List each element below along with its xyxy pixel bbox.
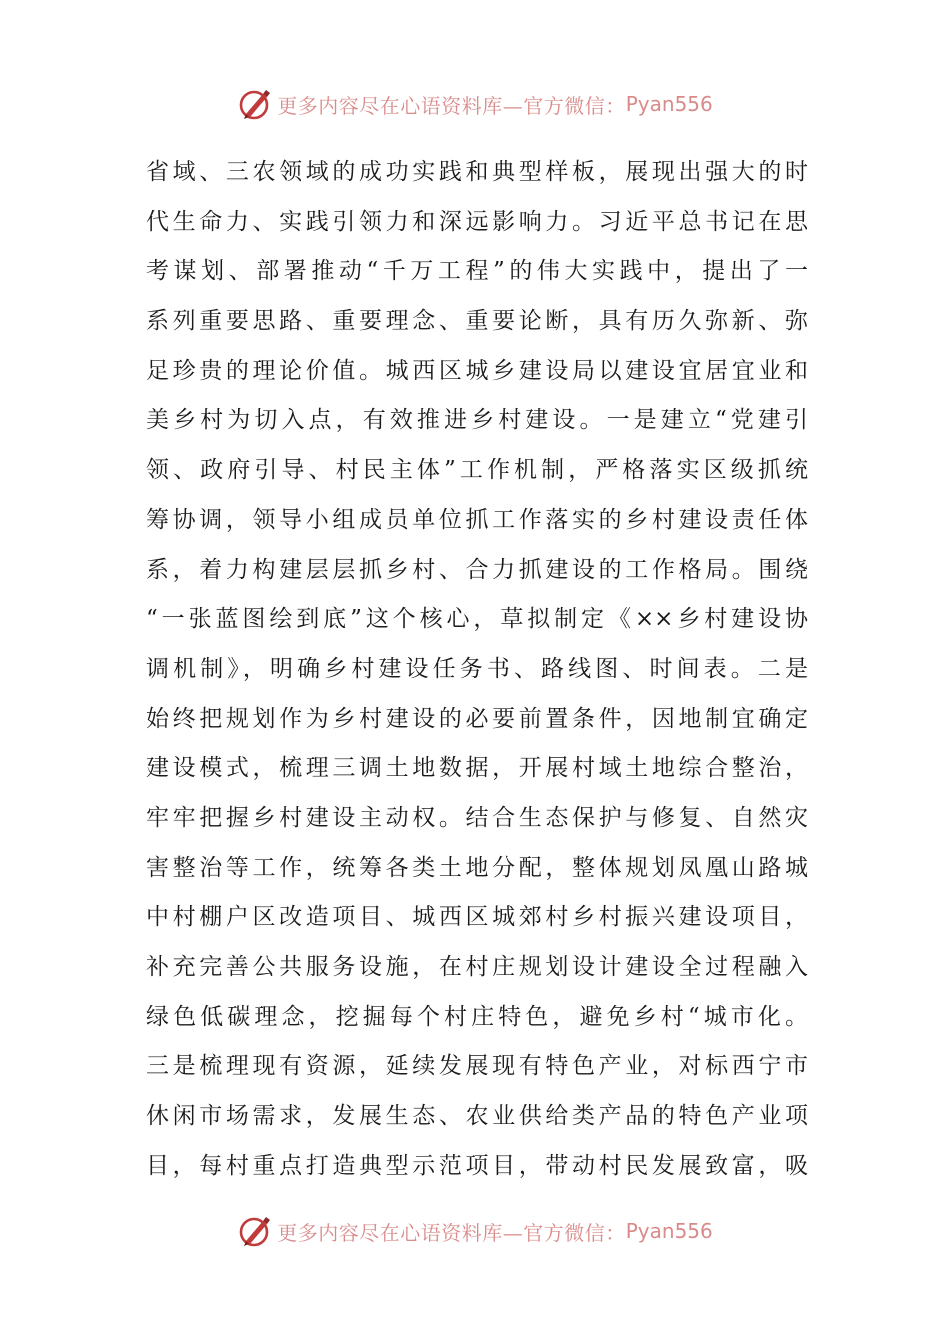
text-line: 绿色低碳理念，挖掘每个村庄特色，避免乡村“城市化。 [146, 1003, 808, 1030]
pen-circle-logo-icon [237, 86, 273, 122]
text-line: 筹协调，领导小组成员单位抓工作落实的乡村建设责任体 [146, 506, 808, 533]
header-watermark [0, 84, 950, 124]
watermark-text: 更多内容尽在心语资料库—官方微信： [277, 1220, 626, 1245]
text-line: 省域、三农领域的成功实践和典型样板，展现出强大的时 [146, 159, 808, 185]
text-line: 三是梳理现有资源，延续发展现有特色产业，对标西宁市 [146, 1053, 808, 1080]
watermark-wechat-id: Pyan556 [625, 1219, 713, 1243]
text-line: 害整治等工作，统筹各类土地分配，整体规划凤凰山路城 [146, 854, 808, 881]
text-line: 系列重要思路、重要理念、重要论断，具有历久弥新、弥 [146, 308, 808, 335]
pen-circle-logo-icon [237, 1213, 273, 1249]
text-line: 牢牢把握乡村建设主动权。结合生态保护与修复、自然灾 [146, 804, 808, 831]
text-line: 系，着力构建层层抓乡村、合力抓建设的工作格局。围绕 [146, 556, 808, 583]
text-line: 目，每村重点打造典型示范项目，带动村民发展致富，吸 [146, 1152, 808, 1179]
text-line: 代生命力、实践引领力和深远影响力。习近平总书记在思 [146, 208, 808, 235]
text-line: 始终把规划作为乡村建设的必要前置条件，因地制宜确定 [146, 705, 808, 732]
footer-watermark [0, 1211, 950, 1251]
text-line: 补充完善公共服务设施，在村庄规划设计建设全过程融入 [146, 954, 808, 980]
text-line: 足珍贵的理论价值。城西区城乡建设局以建设宜居宜业和 [146, 357, 808, 384]
text-line: 美乡村为切入点，有效推进乡村建设。一是建立“党建引 [146, 407, 808, 434]
text-line: 调机制》，明确乡村建设任务书、路线图、时间表。二是 [146, 655, 808, 682]
text-line: 中村棚户区改造项目、城西区城郊村乡村振兴建设项目， [146, 904, 808, 931]
watermark-text: 更多内容尽在心语资料库—官方微信： [277, 93, 626, 118]
text-line: 领、政府引导、村民主体”工作机制，严格落实区级抓统 [146, 457, 808, 484]
document-body [146, 148, 808, 1191]
text-line: 考谋划、部署推动“千万工程”的伟大实践中，提出了一 [146, 258, 808, 285]
watermark-wechat-id: Pyan556 [625, 92, 713, 116]
text-line: 建设模式，梳理三调土地数据，开展村域土地综合整治， [146, 755, 808, 782]
text-line: “一张蓝图绘到底”这个核心，草拟制定《××乡村建设协 [146, 606, 808, 633]
text-line: 休闲市场需求，发展生态、农业供给类产品的特色产业项 [146, 1103, 808, 1130]
